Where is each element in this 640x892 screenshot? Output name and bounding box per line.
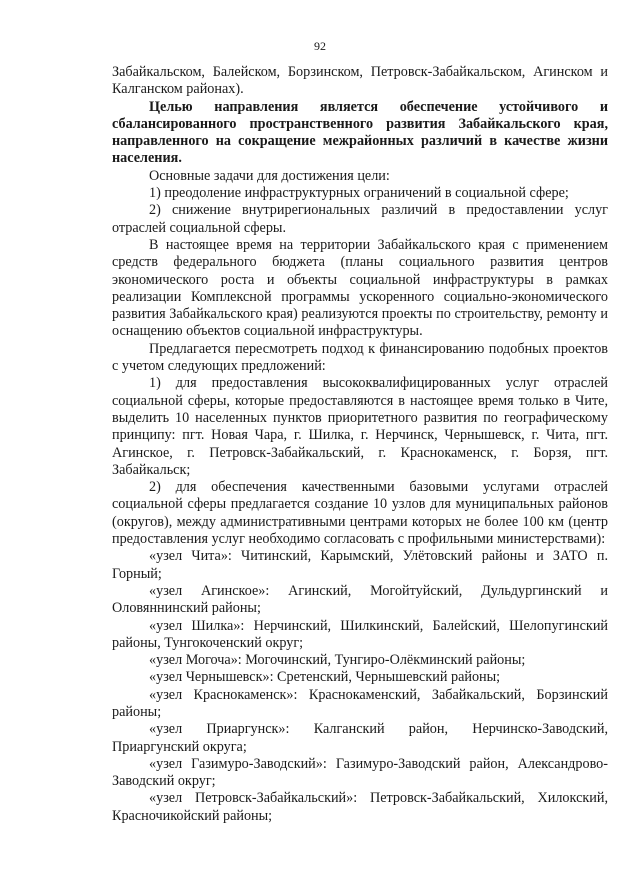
list-item-node-priargunsk: «узел Приаргунск»: Калганский район, Нерчинско-Заводский, Приаргунский округа; [112, 721, 608, 755]
list-item-node-chita: «узел Чита»: Читинский, Карымский, Улётовский районы и ЗАТО п. Горный; [112, 548, 608, 582]
paragraph-goal: Целью направления является обеспечение устойчивого и сбалансированного пространственного развития Забайкальского края, направленного на сокращение межрайонных различий в качестве жизни населения. [112, 98, 608, 167]
list-item-node-petrovsk-zabaikalsky: «узел Петровск-Забайкальский»: Петровск-Забайкальский, Хилокский, Красночикойский районы; [112, 790, 608, 824]
list-item-node-gazimuro-zavodsky: «узел Газимуро-Заводский»: Газимуро-Заводский район, Александрово-Заводский округ; [112, 755, 608, 790]
paragraph-proposal-1: 1) для предоставления высококвалифицированных услуг отраслей социальной сферы, которые предоставляются в настоящее время только в Чите, выделить 10 населенных пунктов приоритетного развития по географическому принципу: пгт. Новая Чара, г. Шилка, г. Нерчинск, Чернышевск, г. Чита, пгт. Агинское, г. Петровск-Забайкальский, г. Краснокаменск, г. Борзя, пгт. Забайкальск; [112, 375, 608, 478]
list-item-node-shilka: «узел Шилка»: Нерчинский, Шилкинский, Балейский, Шелопугинский районы, Тунгокоченский округ; [112, 617, 608, 651]
list-item-node-mogocha: «узел Могоча»: Могочинский, Тунгиро-Олёкминский районы; [149, 652, 526, 669]
list-item-node-aginskoe: «узел Агинское»: Агинский, Могойтуйский, Дульдургинский и Оловяннинский районы; [112, 582, 608, 617]
page-number: 92 [314, 39, 326, 53]
paragraph-intro-continuation: Забайкальском, Балейском, Борзинском, Петровск-Забайкальском, Агинском и Калганском районах). [112, 64, 608, 98]
paragraph-proposal: Предлагается пересмотреть подход к финансированию подобных проектов с учетом следующих предложений: [112, 340, 608, 375]
list-item-node-chernyshevsk: «узел Чернышевск»: Сретенский, Чернышевский районы; [149, 669, 501, 686]
paragraph-task-2: 2) снижение внутрирегиональных различий в предоставлении услуг отраслей социальной сферы. [112, 202, 608, 236]
paragraph-tasks-heading: Основные задачи для достижения цели: [149, 167, 390, 184]
list-item-node-krasnokamensk: «узел Краснокаменск»: Краснокаменский, Забайкальский, Борзинский районы; [112, 686, 608, 720]
paragraph-current-state: В настоящее время на территории Забайкальского края с применением средств федерального бюджета (планы социального развития центров экономического роста и объекты социальной инфраструктуры в рамках реализации Комплексной программы ускоренного социально-экономического развития Забайкальского края) реализуются проекты по строительству, ремонту и оснащению объектов социальной инфраструктуры. [112, 236, 608, 340]
document-body [112, 64, 608, 825]
paragraph-task-1: 1) преодоление инфраструктурных ограничений в социальной сфере; [149, 185, 569, 202]
paragraph-proposal-2: 2) для обеспечения качественными базовыми услугами отраслей социальной сферы предлагается создание 10 узлов для муниципальных районов (округов), между административными центрами которых не более 100 км (центр предоставления услуг необходимо согласовать с профильными министерствами): [112, 479, 608, 548]
